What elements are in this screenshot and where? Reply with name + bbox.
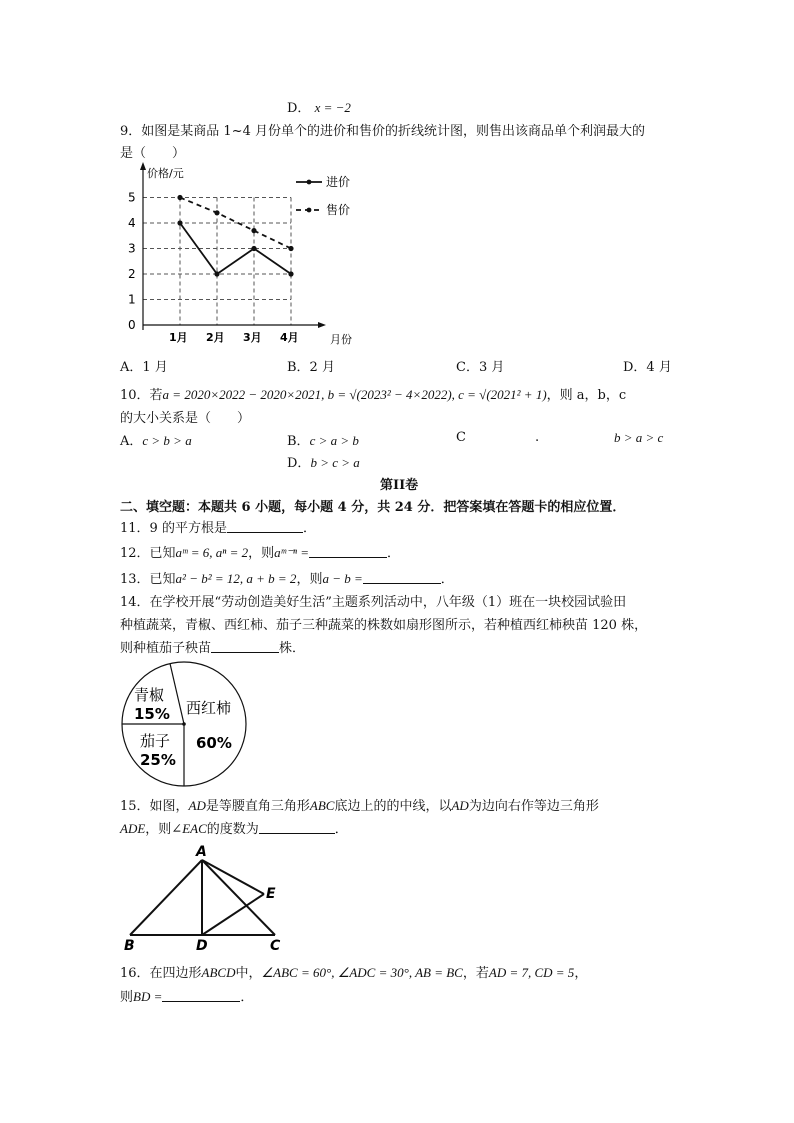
pie-pct-qiezi: 25% [140, 751, 176, 769]
pie-pct-qingjiao: 15% [134, 705, 170, 723]
q9-option-d: D．4 月 [623, 360, 672, 375]
q9-line-chart [110, 160, 370, 350]
q12-answer-blank[interactable] [309, 545, 387, 558]
q14-line3: 则种植茄子秧苗 株． [120, 641, 306, 656]
series-1-point-4 [288, 271, 293, 276]
legend-marker-1 [307, 180, 312, 185]
segment-AB [130, 860, 202, 935]
triangle-lines [130, 860, 275, 935]
x-axis-arrow [318, 322, 326, 328]
q11-answer-blank[interactable] [227, 520, 303, 533]
series-2-point-2 [214, 210, 219, 215]
x-tick-1: 1月 [169, 331, 188, 344]
series-1-point-1 [177, 220, 182, 225]
pie-label-xihongshi: 西红柿 [186, 699, 232, 717]
q10-stem-line1: 10．若a = 2020×2022 − 2020×2021, b = √(2023² − 4×2022), c = √(2021² + 1)，则 a，b，c [120, 387, 627, 403]
q10-stem-line2: 的大小关系是（ ） [120, 411, 251, 426]
y-tick-4: 4 [128, 216, 136, 230]
x-tick-labels [169, 331, 299, 344]
q14-line2: 种植蔬菜，青椒、西红柿、茄子三种蔬菜的株数如扇形图所示，若种植西红柿秧苗 120 株， [120, 618, 648, 633]
pie-pct-xihongshi: 60% [196, 734, 232, 752]
q13: 13．已知a² − b² = 12, a + b = 2，则a − b = ． [120, 571, 454, 587]
q15-line2: ADE，则∠EAC的度数为 ． [120, 821, 348, 837]
q15-line1: 15．如图，AD是等腰直角三角形ABC底边上的的中线，以AD为边向右作等边三角形 [120, 798, 599, 814]
point-label-C: C [270, 938, 281, 954]
q14-line1: 14．在学校开展“劳动创造美好生活”主题系列活动中，八年级（1）班在一块校园试验田 [120, 595, 627, 610]
q16-line2: 则BD = ． [120, 989, 254, 1005]
point-label-E: E [266, 886, 276, 902]
chart-series [177, 195, 293, 277]
series-1-point-2 [214, 271, 219, 276]
y-tick-2: 2 [128, 267, 136, 281]
q8-option-d: D． x = −2 [287, 100, 351, 116]
q10-option-d: D．b > c > a [287, 455, 360, 471]
series-2-point-4 [288, 246, 293, 251]
q13-answer-blank[interactable] [363, 571, 441, 584]
legend-marker-2 [307, 208, 312, 213]
chart-grid [143, 198, 291, 326]
q10-option-c-math: b > a > c [614, 430, 664, 445]
point-label-A: A [196, 844, 207, 860]
q9-option-a: A．1 月 [120, 360, 168, 375]
q8-option-d-math: x = −2 [314, 100, 351, 115]
series-2-point-3 [251, 228, 256, 233]
y-tick-1: 1 [128, 292, 136, 307]
q10-stem-math: a = 2020×2022 − 2020×2021, b = √(2023² − 4×2022), c = √(2021² + 1) [162, 387, 547, 402]
y-tick-0: 0 [128, 318, 136, 332]
q16-line1: 16．在四边形ABCD中，∠ABC = 60°, ∠ADC = 30°, AB = BC，若AD = 7, CD = 5， [120, 965, 588, 981]
chart-axes [140, 162, 326, 330]
series-1-point-3 [251, 246, 256, 251]
q9-stem-line2: 是（ ） [120, 146, 186, 161]
legend-label-1: 进价 [326, 175, 351, 189]
q10-option-a: A．c > b > a [120, 433, 192, 449]
q15-answer-blank[interactable] [259, 821, 335, 834]
q9-option-b: B．2 月 [287, 360, 335, 375]
q14-answer-blank[interactable] [211, 640, 279, 653]
q16-answer-blank[interactable] [162, 989, 240, 1002]
x-axis-label: 月份 [330, 333, 352, 346]
pie-center [182, 722, 186, 726]
q11: 11．9 的平方根是 ． [120, 521, 316, 536]
segment-AC [202, 860, 275, 935]
legend-label-2: 售价 [326, 203, 351, 217]
q10-option-c-dot: . [535, 430, 540, 445]
y-tick-labels [128, 191, 136, 333]
chart-legend [296, 174, 350, 217]
point-label-B: B [124, 938, 135, 954]
y-axis-label: 价格/元 [147, 167, 184, 180]
q10-option-c: C [456, 430, 466, 445]
section-header: 二、填空题：本题共 6 小题，每小题 4 分，共 24 分．把答案填在答题卡的相应位置． [120, 500, 626, 515]
segment-AE [202, 860, 264, 894]
q12: 12．已知aᵐ = 6, aⁿ = 2，则aᵐ⁻ⁿ = ． [120, 545, 401, 561]
q15-triangle-figure [120, 840, 300, 955]
x-tick-4: 4月 [280, 331, 299, 344]
series-2-point-1 [177, 195, 182, 200]
section-title: 第II卷 [380, 478, 419, 493]
y-tick-3: 3 [128, 241, 136, 256]
q9-option-c: C．3 月 [456, 360, 505, 375]
q9-stem-line1: 9．如图是某商品 1~4 月份单个的进价和售价的折线统计图，则售出该商品单个利润最大的 [120, 124, 645, 139]
x-tick-3: 3月 [243, 331, 262, 344]
y-tick-5: 5 [128, 190, 136, 205]
x-tick-2: 2月 [206, 331, 225, 344]
pie-label-qingjiao: 青椒 [134, 686, 165, 704]
y-axis-arrow [140, 162, 146, 170]
q14-pie-chart [118, 660, 268, 790]
point-label-D: D [196, 938, 208, 954]
pie-label-qiezi: 茄子 [140, 732, 171, 750]
q10-option-b: B．c > a > b [287, 433, 359, 449]
